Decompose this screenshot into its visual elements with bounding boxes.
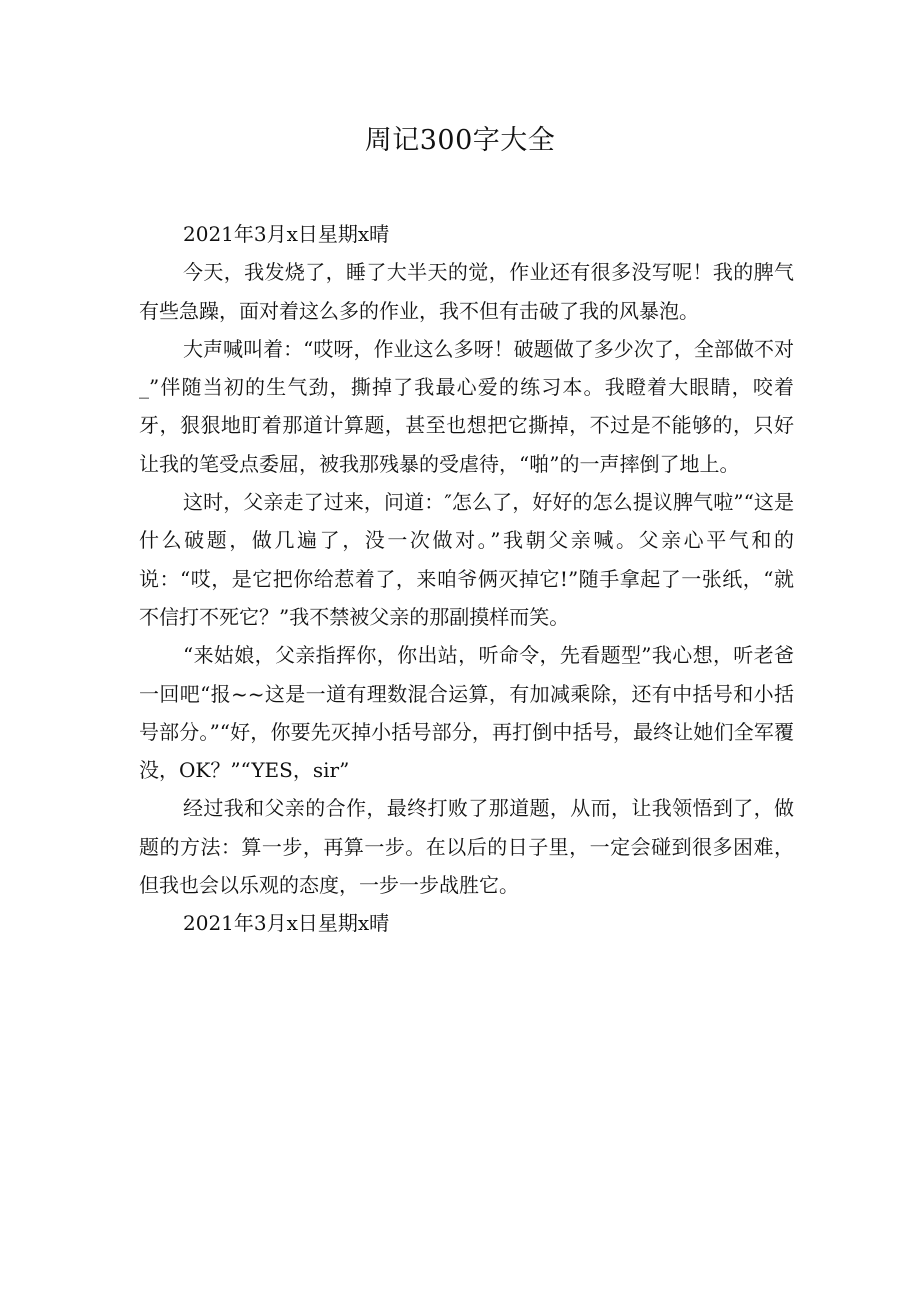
paragraph: 今天，我发烧了，睡了大半天的觉，作业还有很多没写呢！我的脾气有些急躁，面对着这么多的作业，我不但有击破了我的风暴泡。 [139,260,794,323]
paragraph: 大声喊叫着：“哎呀，作业这么多呀！破题做了多少次了，全部做不对_”伴随当初的生气劲，撕掉了我最心爱的练习本。我瞪着大眼睛，咬着牙，狠狠地盯着那道计算题，甚至也想把它撕掉，不过是不能够的，只好让我的笔受点委屈，被我那残暴的受虐待，“啪”的一声摔倒了地上。 [139,336,794,476]
document-body [139,215,794,943]
diary-date-line: 2021年3月x日星期x晴 [183,222,390,246]
document-title: 周记300字大全 [364,125,556,156]
diary-date-line: 2021年3月x日星期x晴 [183,911,390,936]
paragraph: 这时，父亲走了过来，问道：″怎么了，好好的怎么提议脾气啦”“这是什么破题，做几遍了，没一次做对。”我朝父亲喊。父亲心平气和的说：“哎，是它把你给惹着了，来咱爷俩灭掉它!”随手拿起了一张纸，“就不信打不死它？”我不禁被父亲的那副摸样而笑。 [139,490,794,629]
paragraph: 经过我和父亲的合作，最终打败了那道题，从而，让我领悟到了，做题的方法：算一步，再算一步。在以后的日子里，一定会碰到很多困难，但我也会以乐观的态度，一步一步战胜它。 [139,796,794,898]
paragraph: “来姑娘，父亲指挥你，你出站，听命令，先看题型”我心想，听老爸一回吧“报~~这是一道有理数混合运算，有加减乘除，还有中括号和小括号部分。”“好，你要先灭掉小括号部分，再打倒中括号，最终让她们全军覆没，OK？”“YES，sir” [139,643,794,783]
